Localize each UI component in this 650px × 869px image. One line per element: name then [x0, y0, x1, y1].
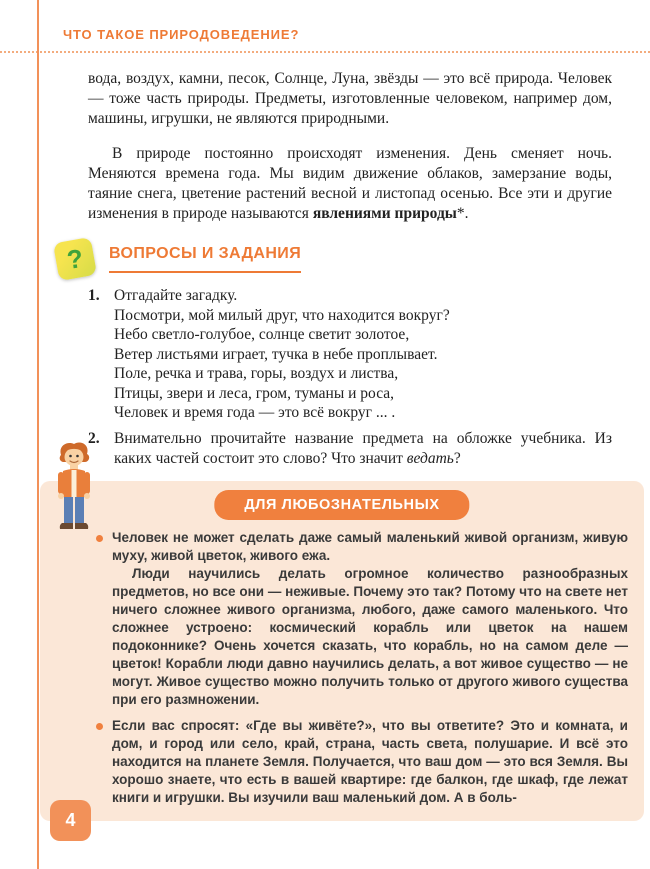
riddle-line: Поле, речка и трава, горы, воздух и листва,: [114, 365, 399, 382]
bullet-icon: [96, 535, 103, 542]
question-body: [114, 429, 612, 469]
question-text-end: ?: [453, 449, 461, 467]
page-number-badge: 4: [50, 800, 91, 841]
main-content: [65, 69, 612, 469]
question-item-2: [88, 429, 612, 469]
curious-box: [40, 481, 644, 821]
section-underline: [109, 271, 301, 273]
boy-illustration: [48, 441, 100, 541]
curious-paragraph: Человек не может сделать даже самый маленький живой организм, живую муху, живой цветок, живого ежа.: [112, 529, 628, 563]
paragraph-text: В природе постоянно происходят изменения. День сменяет ночь. Меняются времена года. Мы видим движение облаков, замерзание воды, таяние снега, цветение растений весной и листопад осенью. Все эти и другие изменения в природе называются: [88, 145, 612, 222]
page-header: ЧТО ТАКОЕ ПРИРОДОВЕДЕНИЕ?: [63, 27, 300, 42]
questions-section-header: [56, 240, 612, 278]
riddle-poem: [114, 306, 612, 423]
curious-paragraph: Если вас спросят: «Где вы живёте?», что вы ответите? Это и комната, и дом, и город или село, край, страна, часть света, полушарие. И всё это находится на планете Земля. Получается, что ваш дом — это вся Земля. Вы хорошо знаете, что есть в вашей квартире: где балкон, где шкаф, где лежат книги и игрушки. Вы изучили ваш маленький дом. А в боль-: [112, 717, 628, 805]
curious-item-2: [112, 717, 628, 807]
italic-term: ведать: [406, 449, 454, 467]
riddle-line: Посмотри, мой милый друг, что находится вокруг?: [114, 306, 450, 324]
riddle-line: Птицы, звери и леса, гром, туманы и роса,: [114, 384, 395, 402]
list-item-number: 1.: [88, 286, 100, 304]
question-text: Внимательно прочитайте название предмета на обложке учебника. Из каких частей состоит это слово? Что значит: [114, 429, 612, 467]
question-text: Отгадайте загадку.: [114, 286, 238, 304]
bullet-icon: [96, 723, 103, 730]
curious-banner: ДЛЯ ЛЮБОЗНАТЕЛЬНЫХ: [214, 490, 469, 520]
curious-paragraph: Люди научились делать огромное количество разнообразных предметов, но все они — неживые. Почему это так? Потому что на свете нет ничего сложнее живого организма, любого, даже самого маленького. Что сложнее устроено: космический корабль или цветок на нашем подоконнике? Очень хочется сказать, что корабль, но на самом деле — цветок! Корабли люди давно научились делать, а вот живое существо — не могут. Живое существо можно получить только от другого живого существа при его размножении.: [112, 565, 628, 707]
question-item-1: [88, 286, 612, 423]
section-title-questions: ВОПРОСЫ И ЗАДАНИЯ: [109, 245, 302, 262]
footnote-marker: *.: [456, 205, 469, 222]
riddle-line: Человек и время года — это всё вокруг ... .: [114, 404, 396, 421]
list-item-number: 2.: [88, 429, 100, 447]
questions-title-block: [109, 244, 301, 273]
question-mark-icon: [53, 236, 97, 280]
body-paragraph: вода, воздух, камни, песок, Солнце, Луна, звёзды — это всё природа. Человек — тоже часть природы. Предметы, изготовленные человеком, например дом, машины, игрушки, не являются природными.: [88, 69, 612, 127]
question-mark-glyph: ?: [65, 242, 85, 275]
bold-term: явлениями природы: [312, 205, 457, 222]
curious-item-1: [112, 529, 628, 709]
dotted-divider: [0, 51, 650, 53]
riddle-line: Небо светло-голубое, солнце светит золотое,: [114, 326, 410, 343]
body-paragraph: [88, 144, 612, 224]
riddle-line: Ветер листьями играет, тучка в небе проплывает.: [114, 345, 438, 363]
left-border-line: [37, 0, 39, 869]
question-body: [114, 286, 612, 423]
